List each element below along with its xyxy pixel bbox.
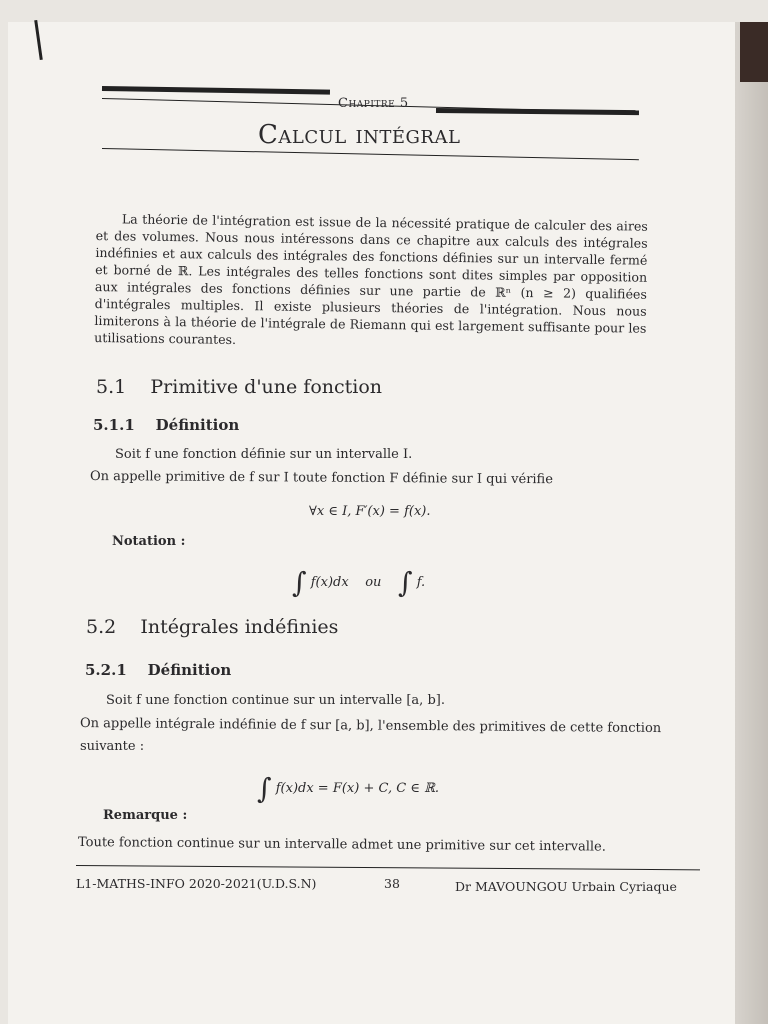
integral-sign: ∫ <box>292 566 307 599</box>
subsection-5-2-1-heading <box>85 661 231 679</box>
indefinite-integral-formula <box>257 772 439 805</box>
section-number: 5.1 <box>96 376 127 398</box>
background-corner <box>740 22 768 82</box>
subsection-number: 5.2.1 <box>85 661 127 679</box>
subsection-title: Définition <box>155 416 240 434</box>
subsection-number: 5.1.1 <box>93 416 135 434</box>
definition-line-2: On appelle primitive de f sur I toute fonction F définie sur I qui vérifie <box>89 469 554 488</box>
integral-sign: ∫ <box>257 772 272 805</box>
chapter-title: Calcul intégral <box>258 120 461 150</box>
page-edge-shadow <box>735 22 768 1024</box>
footer-left: L1-MATHS-INFO 2020-2021(U.D.S.N) <box>76 876 317 891</box>
section-title: Primitive d'une fonction <box>150 376 383 398</box>
subsection-5-1-1-heading <box>93 416 239 434</box>
notation-label: Notation : <box>112 534 186 549</box>
remark-text: Toute fonction continue sur un intervalle admet une primitive sur cet intervalle. <box>77 835 606 855</box>
definition-line-1: Soit f une fonction définie sur un intervalle I. <box>115 447 413 462</box>
notation-formula <box>292 566 425 599</box>
intro-paragraph <box>94 210 648 354</box>
definition-line-1: Soit f une fonction continue sur un intervalle [a, b]. <box>106 693 445 708</box>
document-page <box>8 22 744 1024</box>
chapter-label: Chapitre 5 <box>338 96 409 111</box>
subsection-title: Définition <box>147 661 232 679</box>
section-title: Intégrales indéfinies <box>140 616 339 638</box>
section-5-1-heading <box>96 376 382 398</box>
definition-line-3: suivante : <box>80 739 145 754</box>
section-number: 5.2 <box>86 616 117 638</box>
definition-line-2: On appelle intégrale indéfinie de f sur [a, b], l'ensemble des primitives de cette fonction <box>79 716 662 737</box>
notation-or: ou <box>365 575 382 590</box>
integral-sign: ∫ <box>397 566 413 599</box>
notation-integral-1: f(x)dx <box>310 575 349 590</box>
primitive-formula: ∀x ∈ I, F′(x) = f(x). <box>309 504 431 519</box>
footer-page-number: 38 <box>384 876 400 891</box>
section-5-2-heading <box>86 616 338 638</box>
footer-right: Dr MAVOUNGOU Urbain Cyriaque <box>455 879 677 894</box>
intro-text: La théorie de l'intégration est issue de la nécessité pratique de calculer des aires et des volumes. Nous nous intéressons dans ce chapitre aux calculs des intégrales indéfinies et aux calculs des intégrales des fonctions définies sur un intervalle fermé et borné de ℝ. Les intégrales des telles fonctions sont dites simples par opposition aux intégrales des fonctions définies sur une partie de ℝⁿ (n ≥ 2) qualifiées d'intégrales multiples. Il existe plusieurs théories de l'intégration. Nous nous limiterons à la théorie de l'intégrale de Riemann qui est largement suffisante pour les utilisations courantes. <box>94 211 648 347</box>
remark-label: Remarque : <box>103 808 188 823</box>
notation-integral-2: f. <box>416 575 426 590</box>
indefinite-formula-text: f(x)dx = F(x) + C, C ∈ ℝ. <box>275 781 440 796</box>
